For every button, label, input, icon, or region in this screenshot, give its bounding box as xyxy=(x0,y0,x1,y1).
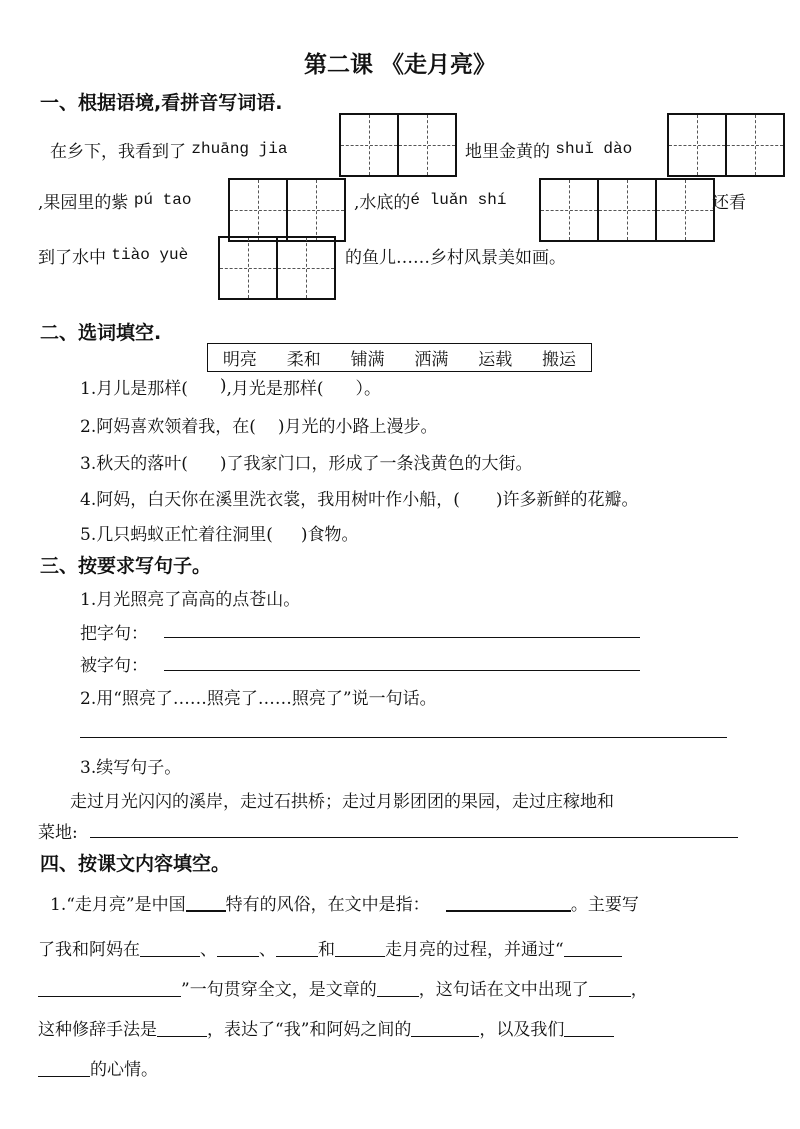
blank[interactable] xyxy=(446,892,571,912)
writing-grid-zhuangjia[interactable] xyxy=(339,113,457,177)
text: 2.阿妈喜欢领着我，在( xyxy=(80,416,256,437)
word: 搬运 xyxy=(542,350,577,370)
s4-line3 xyxy=(38,972,648,1002)
text: ,水底的 xyxy=(354,192,411,213)
s3-paragraph-2: 菜地: xyxy=(38,822,78,843)
text: ,果园里的紫 xyxy=(38,192,129,213)
blank[interactable] xyxy=(186,892,226,912)
word: 洒满 xyxy=(414,350,449,370)
s3-paragraph: 走过月光闪闪的溪岸，走过石拱桥；走过月影团团的果园，走过庄稼地和 xyxy=(70,791,614,812)
text: 和 xyxy=(318,939,335,960)
writing-grid-eluanshi[interactable] xyxy=(539,178,715,242)
text: )许多新鲜的花瓣。 xyxy=(495,489,639,510)
blank[interactable] xyxy=(564,938,622,957)
blank[interactable] xyxy=(377,978,419,997)
text: 的心情。 xyxy=(90,1059,158,1080)
s2-item-5 xyxy=(80,517,359,547)
text: )了我家门口，形成了一条浅黄色的大街。 xyxy=(219,453,533,474)
s1-line1 xyxy=(50,134,287,164)
text: ， xyxy=(630,979,648,1000)
text: ，这句话在文中出现了 xyxy=(418,979,589,1000)
section4-header: 四、按课文内容填空。 xyxy=(40,852,231,875)
q3-answer-line[interactable] xyxy=(90,837,738,838)
word-bank xyxy=(207,343,592,372)
pinyin: é luǎn shí xyxy=(410,191,507,209)
s1-line2c: 还看 xyxy=(712,192,746,213)
writing-grid-shuidao[interactable] xyxy=(667,113,785,177)
text: 到了水中 xyxy=(38,247,106,268)
s4-line5 xyxy=(38,1052,158,1082)
blank[interactable] xyxy=(335,938,385,957)
s2-item-3 xyxy=(80,446,533,476)
s3-q1: 1.月光照亮了高高的点苍山。 xyxy=(80,589,301,610)
blank[interactable] xyxy=(38,978,181,997)
ba-answer-line[interactable] xyxy=(164,637,640,638)
text: ，以及我们 xyxy=(479,1019,565,1040)
blank[interactable] xyxy=(217,938,259,957)
text: ) xyxy=(219,376,227,396)
word: 铺满 xyxy=(350,350,385,370)
word: 运载 xyxy=(478,350,513,370)
s2-item-4 xyxy=(80,482,639,512)
writing-grid-tiaoyue[interactable] xyxy=(218,236,336,300)
blank[interactable] xyxy=(589,978,631,997)
text: 3.秋天的落叶( xyxy=(80,453,188,474)
text: 这种修辞手法是 xyxy=(38,1019,157,1040)
s1-line2b xyxy=(354,185,506,215)
text: 。主要写 xyxy=(570,894,639,915)
text: 特有的风俗，在文中是指： xyxy=(225,894,430,915)
text: 、 xyxy=(200,939,217,960)
blank[interactable] xyxy=(276,938,318,957)
pinyin: shuǐ dào xyxy=(555,140,633,158)
text: 地里金黄的 xyxy=(465,141,550,162)
section2-header: 二、选词填空. xyxy=(40,321,162,344)
text: ”一句贯穿全文，是文章的 xyxy=(181,979,377,1000)
s4-line1 xyxy=(50,887,639,917)
text: 4.阿妈，白天你在溪里洗衣裳，我用树叶作小船，( xyxy=(80,489,460,510)
text: 1.“走月亮”是中国 xyxy=(50,894,186,915)
ba-label: 把字句： xyxy=(80,623,148,644)
s1-line3b: 的鱼儿……乡村风景美如画。 xyxy=(345,247,566,268)
s2-item-2 xyxy=(80,409,438,439)
bei-answer-line[interactable] xyxy=(164,670,640,671)
text: 走月亮的过程，并通过“ xyxy=(385,939,564,960)
blank[interactable] xyxy=(140,938,200,957)
section3-header: 三、按要求写句子。 xyxy=(40,554,212,577)
q2-answer-line[interactable] xyxy=(80,737,727,738)
blank[interactable] xyxy=(411,1018,479,1037)
word: 明亮 xyxy=(222,350,257,370)
text: ）。 xyxy=(355,378,382,399)
s3-q2: 2.用“照亮了……照亮了……照亮了”说一句话。 xyxy=(80,688,437,709)
s2-item-1 xyxy=(80,371,381,401)
text: 了我和阿妈在 xyxy=(38,939,140,960)
text: 1.月儿是那样( xyxy=(80,378,188,399)
text: 5.几只蚂蚁正忙着往洞里( xyxy=(80,524,273,545)
s1-line3 xyxy=(38,240,188,270)
page-title: 第二课 《走月亮》 xyxy=(303,52,496,78)
text: )月光的小路上漫步。 xyxy=(277,416,438,437)
word: 柔和 xyxy=(286,350,321,370)
text: ，表达了“我”和阿妈之间的 xyxy=(207,1019,412,1040)
s3-q3: 3.续写句子。 xyxy=(80,757,182,778)
pinyin: zhuāng jia xyxy=(191,140,288,158)
s1-line1b xyxy=(465,134,632,164)
blank[interactable] xyxy=(564,1018,614,1037)
writing-grid-putao[interactable] xyxy=(228,178,346,242)
text: 在乡下，我看到了 xyxy=(50,141,186,162)
pinyin: pú tao xyxy=(133,191,192,209)
text: ,月光是那样( xyxy=(226,378,324,399)
text: )食物。 xyxy=(300,524,359,545)
s4-line4 xyxy=(38,1012,614,1042)
s1-line2 xyxy=(38,185,191,215)
s4-line2 xyxy=(38,932,622,962)
text: 、 xyxy=(259,939,276,960)
blank[interactable] xyxy=(38,1058,90,1077)
bei-label: 被字句： xyxy=(80,655,148,676)
pinyin: tiào yuè xyxy=(111,246,189,264)
section1-header: 一、根据语境,看拼音写词语. xyxy=(40,91,283,114)
blank[interactable] xyxy=(157,1018,207,1037)
